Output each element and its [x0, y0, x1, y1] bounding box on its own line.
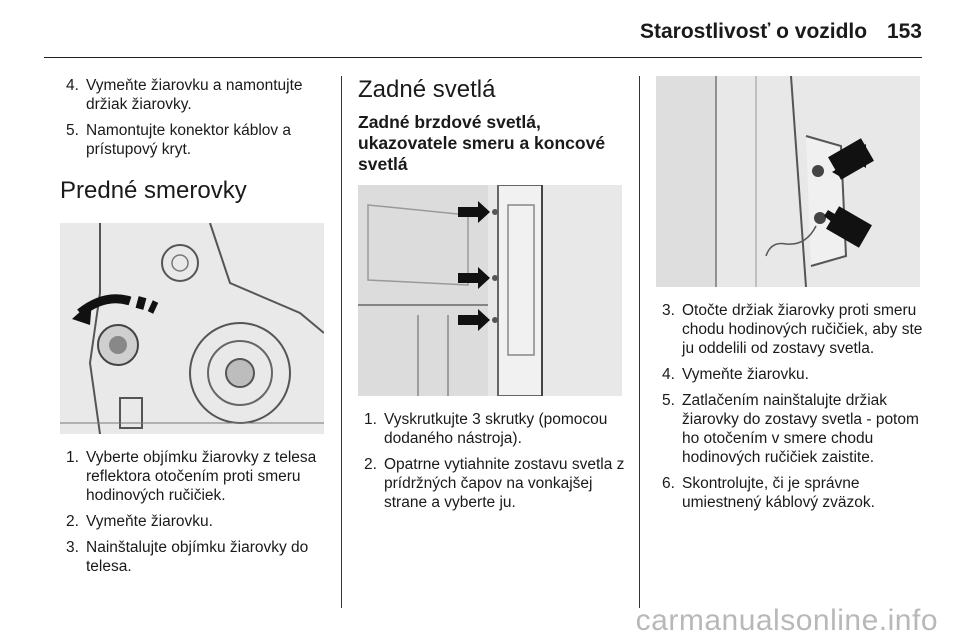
rear-light-figure [358, 185, 622, 396]
list-item: 1. Vyskrutkujte 3 skrutky (pomocou dodaného nástroja). [364, 411, 608, 447]
watermark: carmanualsonline.info [635, 604, 938, 637]
list-item: 3. Otočte držiak žiarovky proti smeru chodu hodinových ručičiek, aby ste ju oddelili od zostavy svetla. [662, 302, 923, 357]
rear-light-steps [358, 410, 626, 512]
column-divider-2 [639, 76, 640, 608]
page-number: 153 [886, 20, 922, 43]
column-divider-1 [341, 76, 342, 608]
column-2 [358, 76, 626, 519]
list-item: 4. Vymeňte žiarovku a namontujte držiak žiarovky. [66, 77, 303, 113]
list-item: 3. Nainštalujte objímku žiarovky do telesa. [66, 539, 309, 575]
section-title-front-indicators: Predné smerovky [60, 177, 247, 204]
list-item: 6. Skontrolujte, či je správne umiestnený káblový zväzok. [662, 475, 875, 511]
list-item: 5. Zatlačením nainštalujte držiak žiarovky do zostavy svetla - potom ho otočením v smere chodu hodinových ručičiek zaistite. [662, 392, 919, 466]
bulb-holder-steps [656, 301, 926, 512]
list-item: 4. Vymeňte žiarovku. [662, 366, 809, 383]
list-item: 2. Opatrne vytiahnite zostavu svetla z prídržných čapov na vonkajšej strane a vyberte ju. [364, 456, 625, 511]
subsection-title-rear-lights: Zadné brzdové svetlá, ukazovatele smeru a koncové svetlá [358, 112, 606, 174]
page-header-title: Starostlivosť o vozidlo [640, 20, 868, 43]
bulb-holder-figure [656, 76, 920, 287]
front-indicator-figure [60, 223, 324, 434]
list-item: 5. Namontujte konektor káblov a prístupový kryt. [66, 122, 292, 158]
column-1 [60, 76, 328, 583]
column-3 [656, 76, 926, 519]
header-rule [44, 57, 922, 58]
section-title-rear-lights: Zadné svetlá [358, 76, 496, 103]
list-item: 1. Vyberte objímku žiarovky z telesa reflektora otočením proti smeru hodinových ručičiek. [66, 449, 317, 504]
continued-steps-list [60, 76, 328, 159]
front-indicator-steps [60, 448, 328, 576]
list-item: 2. Vymeňte žiarovku. [66, 513, 213, 530]
